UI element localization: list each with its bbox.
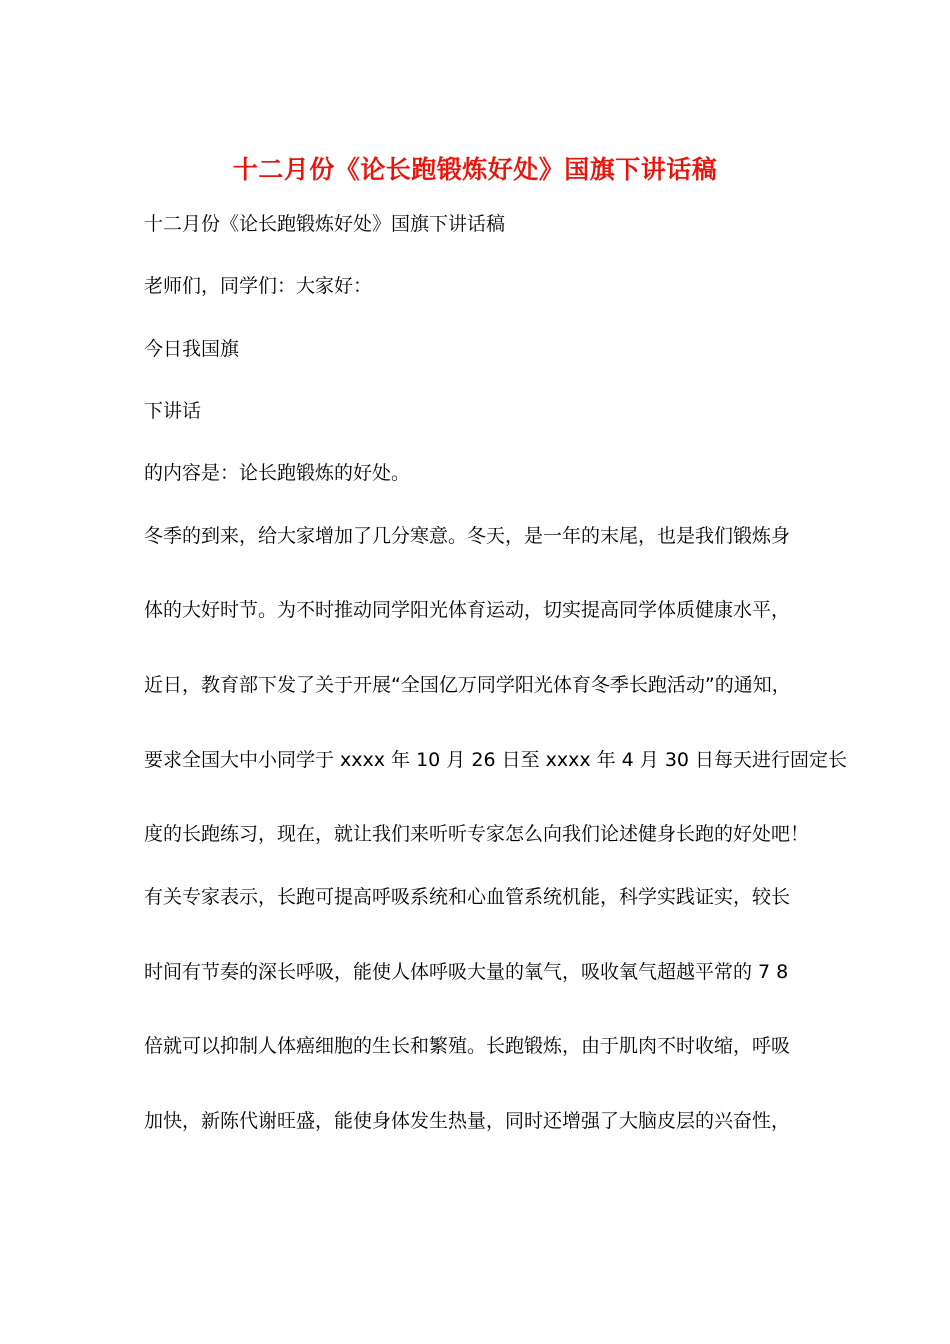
document-title: 十二月份《论长跑锻炼好处》国旗下讲话稿: [232, 155, 718, 184]
greeting-line: 老师们，同学们：大家好：: [144, 275, 373, 297]
paragraph-line: 要求全国大中小同学于 xxxx 年 10 月 26 日至 xxxx 年 4 月 30 日每天进行固定长: [144, 749, 848, 771]
subtitle-line: 十二月份《论长跑锻炼好处》国旗下讲话稿: [144, 213, 506, 235]
text-line: 今日我国旗: [144, 338, 240, 360]
paragraph-line: 冬季的到来，给大家增加了几分寒意。冬天，是一年的末尾，也是我们锻炼身: [144, 525, 791, 547]
paragraph-line: 体的大好时节。为不时推动同学阳光体育运动，切实提高同学体质健康水平，: [144, 599, 791, 621]
paragraph-line: 近日，教育部下发了关于开展“全国亿万同学阳光体育冬季长跑活动”的通知，: [144, 674, 791, 696]
paragraph-line: 度的长跑练习，现在，就让我们来听听专家怎么向我们论述健身长跑的好处吧！: [144, 823, 810, 845]
text-line: 的内容是：论长跑锻炼的好处。: [144, 462, 411, 484]
paragraph-line: 有关专家表示，长跑可提高呼吸系统和心血管系统机能，科学实践证实，较长: [144, 886, 791, 908]
paragraph-line: 倍就可以抑制人体癌细胞的生长和繁殖。长跑锻炼，由于肌肉不时收缩，呼吸: [144, 1035, 791, 1057]
paragraph-line: 时间有节奏的深长呼吸，能使人体呼吸大量的氧气，吸收氧气超越平常的 7 8: [144, 961, 789, 983]
text-line: 下讲话: [144, 400, 202, 422]
paragraph-line: 加快，新陈代谢旺盛，能使身体发生热量，同时还增强了大脑皮层的兴奋性，: [144, 1110, 791, 1132]
